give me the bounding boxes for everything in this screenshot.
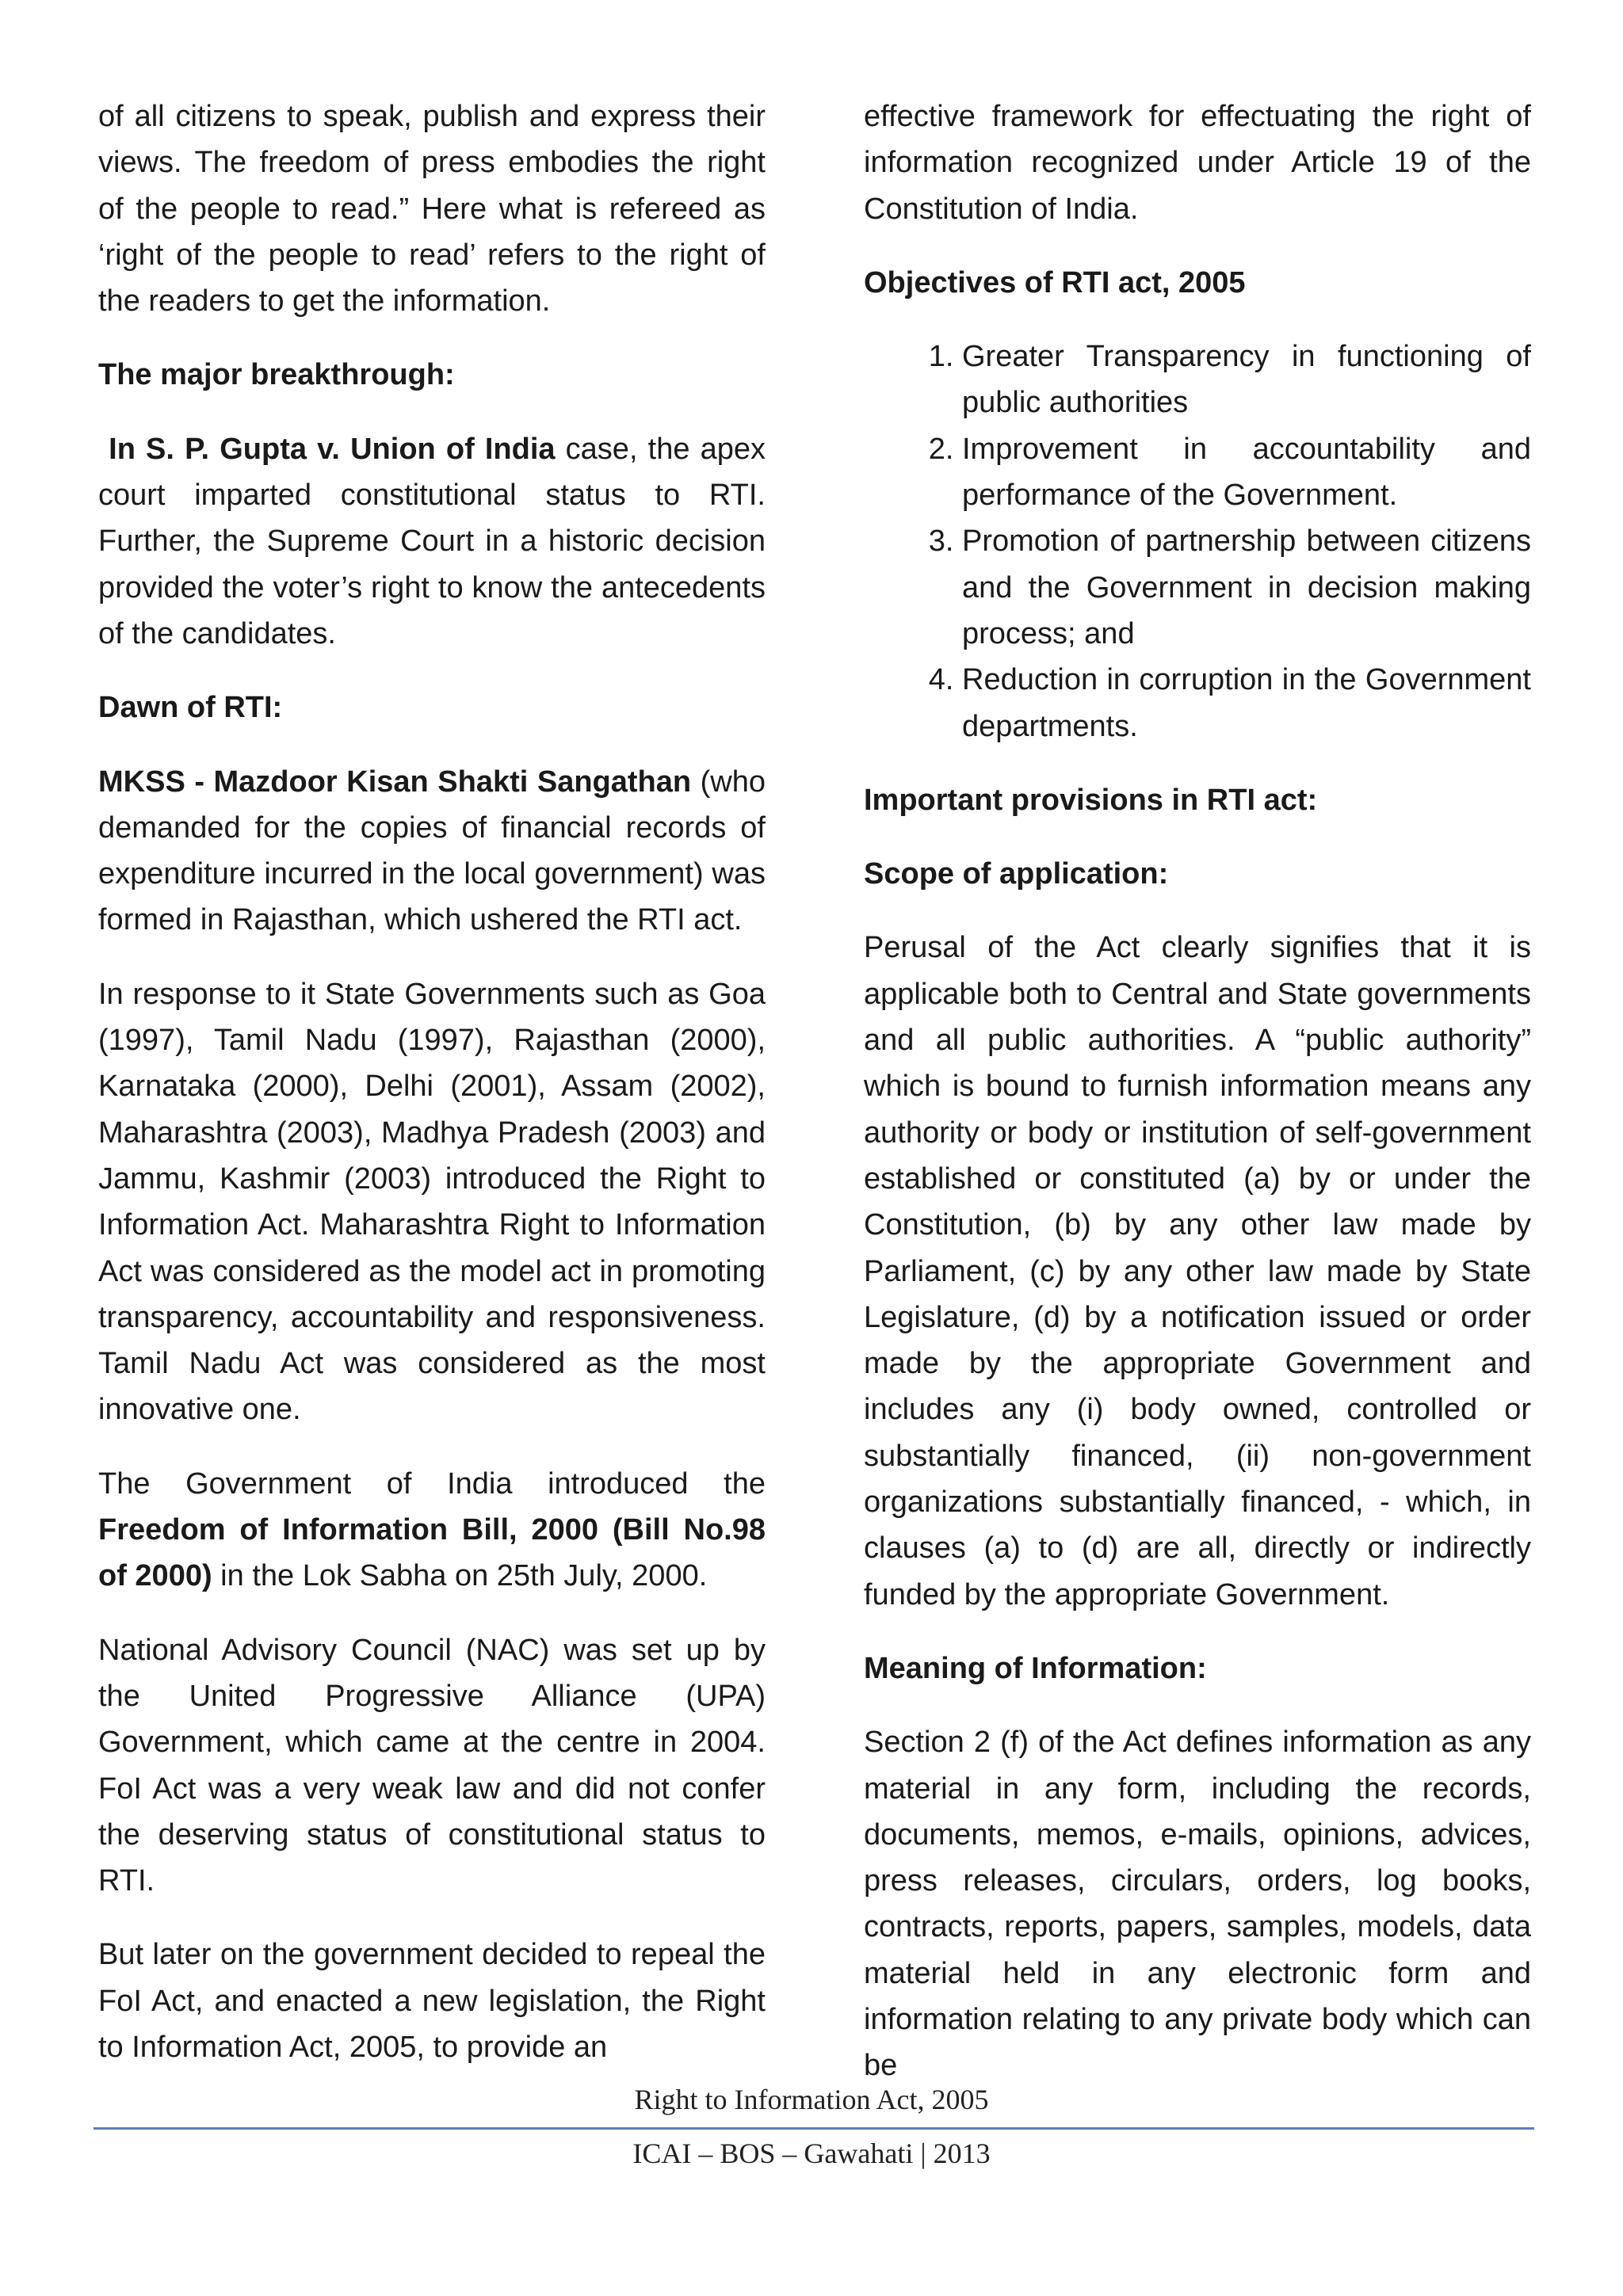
paragraph-nac: National Advisory Council (NAC) was set up by the United Progressive Alliance (UPA) Government, which came at the centre in 2004. FoI Act was a very weak law and did not confer the deserving status of constitutional status to RTI.: [98, 1633, 766, 1898]
paragraph-sp-gupta-text: case, the apex court imparted constitutional status to RTI. Further, the Supreme Court in a historic decision provided the voter’s right to know the antecedents of the candidates.: [98, 432, 766, 650]
heading-objectives: Objectives of RTI act, 2005: [864, 265, 1246, 299]
paragraph-state-governments: In response to it State Governments such as Goa (1997), Tamil Nadu (1997), Rajasthan (2000), Karnataka (2000), Delhi (2001), Assam (2002), Maharashtra (2003), Madhya Pradesh (2003) and Jammu, Kashmir (2003) introduced the Right to Information Act. Maharashtra Right to Information Act was considered as the model act in promoting transparency, accountability and responsiveness. Tamil Nadu Act was considered as the most innovative one.: [98, 977, 766, 1427]
footer-divider: [94, 2127, 1534, 2130]
objective-item: 1. Greater Transparency in functioning of public authorities: [962, 334, 1531, 426]
objective-item: 2. Improvement in accountability and performance of the Government.: [962, 426, 1531, 519]
paragraph-press-freedom: of all citizens to speak, publish and express their views. The freedom of press embodies the right of the people to read.” Here what is refereed as ‘right of the people to read’ refers to the right of the readers to get the information.: [98, 100, 766, 318]
paragraph-mkss-text: (who demanded for the copies of financial records of expenditure incurred in the local government) was formed in Rajasthan, which ushered the RTI act.: [98, 765, 766, 937]
heading-major-breakthrough: The major breakthrough:: [98, 358, 455, 392]
paragraph-scope: Perusal of the Act clearly signifies that it is applicable both to Central and State governments and all public authorities. A “public authority” which is bound to furnish information means any authority or body or institution of self-government established or constituted (a) by or under the Constitution, (b) by any other law made by Parliament, (c) by any other law made by State Legislature, (d) by a notification issued or order made by the appropriate Government and includes any (i) body owned, controlled or substantially financed, (ii) non-government organizations substantially financed, - which, in clauses (a) to (d) are all, directly or indirectly funded by the appropriate Government.: [864, 931, 1531, 1611]
heading-meaning: Meaning of Information:: [864, 1651, 1207, 1685]
heading-dawn-of-rti: Dawn of RTI:: [98, 691, 283, 725]
mkss-name: MKSS - Mazdoor Kisan Shakti Sangathan: [98, 765, 692, 799]
footer-organization: ICAI – BOS – Gawahati | 2013: [632, 2138, 991, 2169]
foi-bill-name: Freedom of Information Bill, 2000 (Bill No.98 of 2000): [98, 1513, 766, 1593]
paragraph-repeal: But later on the government decided to repeal the FoI Act, and enacted a new legislation, the Right to Information Act, 2005, to provide an: [98, 1938, 766, 2064]
paragraph-foi-bill-intro: The Government of India introduced the: [98, 1466, 766, 1501]
heading-important-provisions: Important provisions in RTI act:: [864, 783, 1318, 817]
paragraph-meaning: Section 2 (f) of the Act defines information as any material in any form, including the records, documents, memos, e-mails, opinions, advices, press releases, circulars, orders, log books, contracts, reports, papers, samples, models, data material held in any electronic form and information relating to any private body which can be: [864, 1726, 1531, 2083]
case-name: In S. P. Gupta v. Union of India: [109, 432, 556, 466]
objective-item: 3. Promotion of partnership between citizens and the Government in decision making process; and: [962, 518, 1531, 657]
heading-scope: Scope of application:: [864, 857, 1169, 891]
paragraph-framework: effective framework for effectuating the right of information recognized under Article 19 of the Constitution of India.: [864, 100, 1531, 226]
paragraph-mkss: [98, 759, 766, 944]
paragraph-sp-gupta: [98, 426, 766, 657]
paragraph-foi-bill: [98, 1461, 766, 1600]
footer-title: Right to Information Act, 2005: [634, 2084, 989, 2115]
paragraph-foi-bill-end: in the Lok Sabha on 25th July, 2000.: [212, 1559, 708, 1593]
right-column: [864, 93, 1531, 2117]
objectives-list: [864, 334, 1531, 749]
objective-item: 4. Reduction in corruption in the Government departments.: [962, 657, 1531, 749]
left-column: [98, 93, 766, 2098]
